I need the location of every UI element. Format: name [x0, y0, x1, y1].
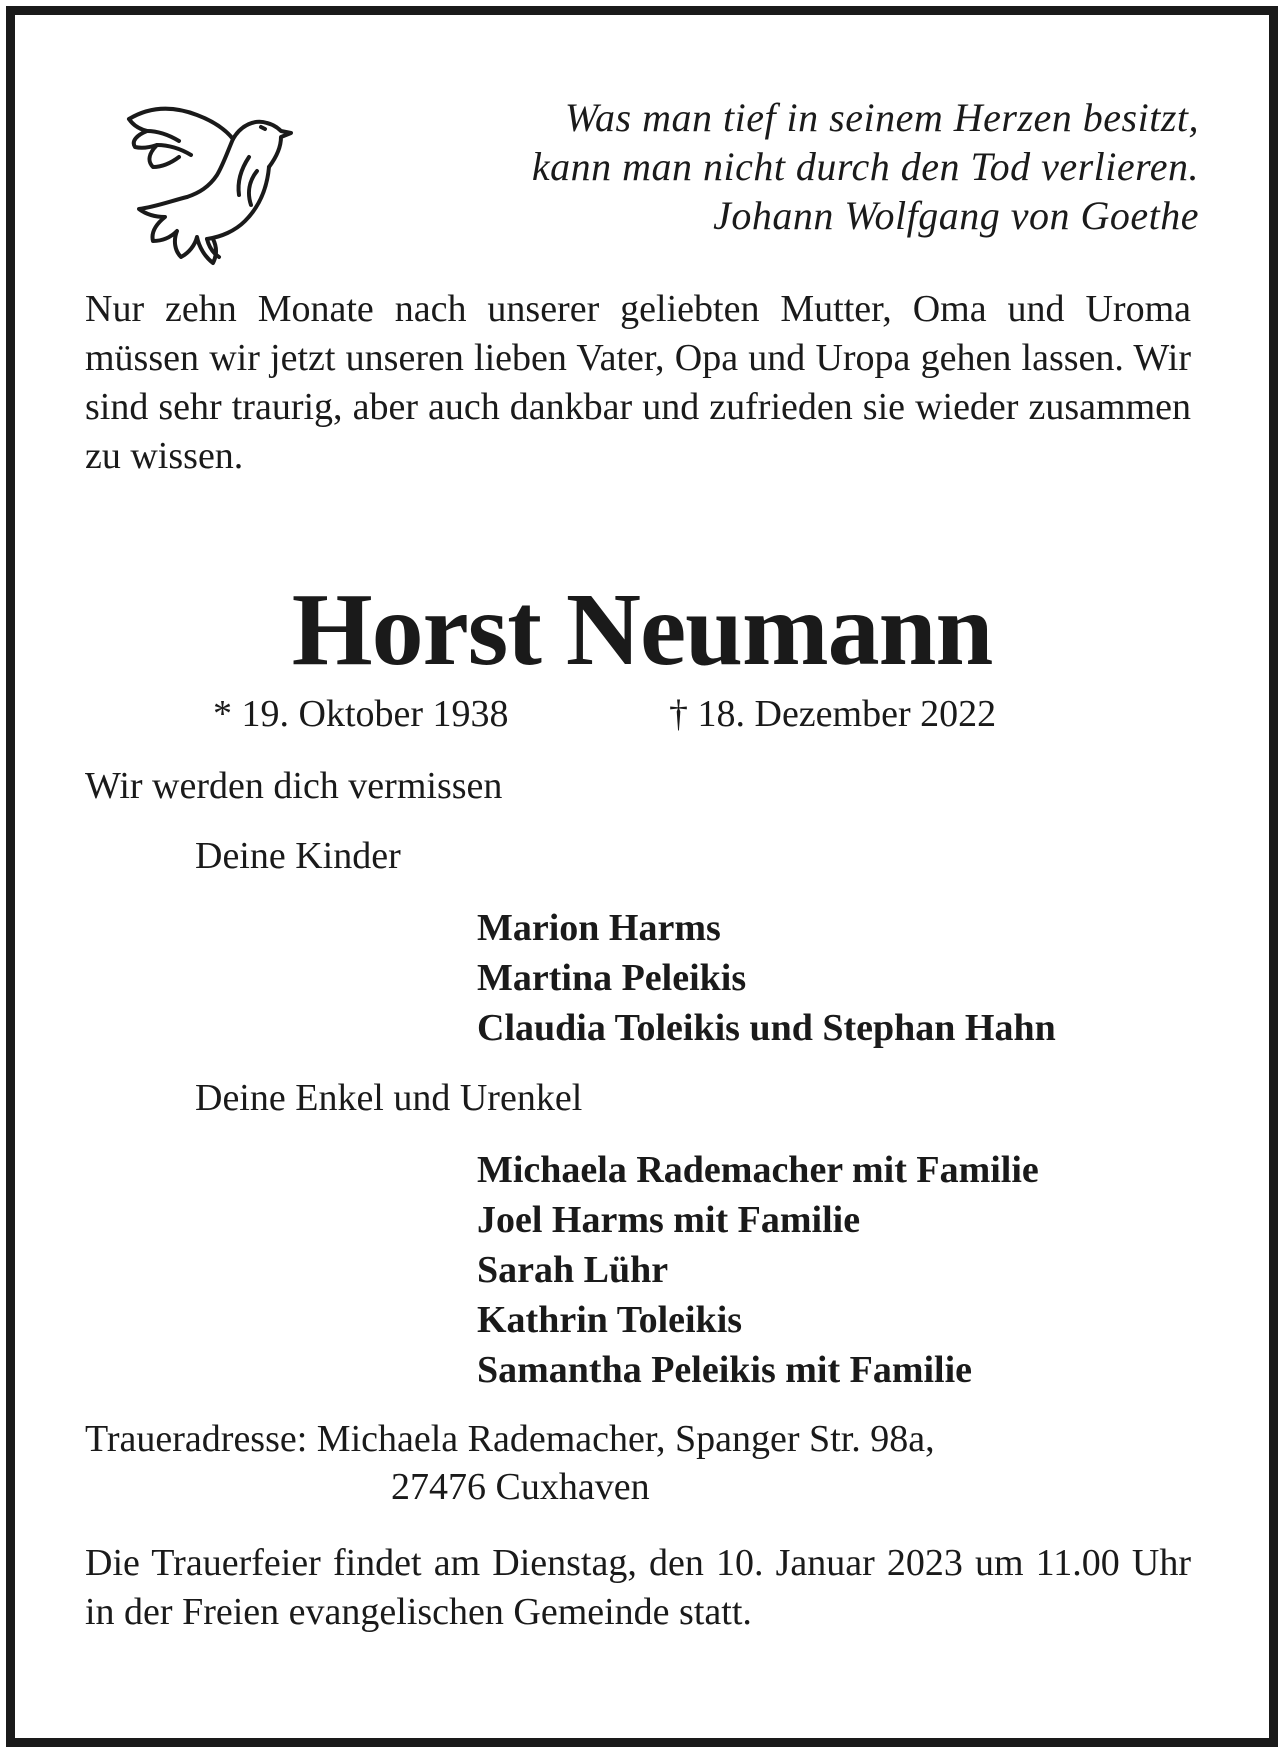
funeral-service-info: Die Trauerfeier findet am Dienstag, den 10. Januar 2023 um 11.00 Uhr in der Freien evangelischen Gemeinde statt. [85, 1542, 1191, 1633]
quote-author: Johann Wolfgang von Goethe [713, 193, 1199, 238]
address-line: Traueradresse: Michaela Rademacher, Spanger Str. 98a, [85, 1418, 935, 1460]
list-item: Claudia Toleikis und Stephan Hahn [477, 1007, 1056, 1049]
address-city: 27476 Cuxhaven [391, 1466, 650, 1508]
quote-line: Was man tief in seinem Herzen besitzt, [564, 95, 1199, 140]
list-item: Michaela Rademacher mit Familie [477, 1149, 1039, 1191]
list-item: Marion Harms [477, 907, 721, 949]
deceased-name: Horst Neumann [291, 572, 993, 687]
intro-paragraph: Nur zehn Monate nach unserer geliebten Mutter, Oma und Uroma müssen wir jetzt unseren lieben Vater, Opa und Uropa gehen lassen. Wir sind sehr traurig, aber auch dankbar und zufrieden sie wieder zusammen zu wissen. [85, 288, 1191, 477]
children-list [477, 903, 1056, 1053]
list-item: Joel Harms mit Familie [477, 1199, 861, 1241]
grandchildren-label: Deine Enkel und Urenkel [195, 1077, 583, 1119]
quote-line: kann man nicht durch den Tod verlieren. [531, 144, 1199, 189]
obituary-card [6, 6, 1278, 1747]
grandchildren-list [477, 1145, 1039, 1395]
farewell-line: Wir werden dich vermissen [85, 765, 503, 807]
list-item: Sarah Lühr [477, 1249, 669, 1291]
list-item: Kathrin Toleikis [477, 1299, 743, 1341]
list-item: Martina Peleikis [477, 957, 747, 999]
mourning-address [85, 1415, 1191, 1511]
dove-icon [109, 97, 309, 277]
death-date: † 18. Dezember 2022 [669, 693, 997, 735]
list-item: Samantha Peleikis mit Familie [477, 1349, 973, 1391]
goethe-quote [299, 93, 1199, 240]
birth-date: * 19. Oktober 1938 [213, 693, 509, 735]
children-label: Deine Kinder [195, 835, 401, 877]
